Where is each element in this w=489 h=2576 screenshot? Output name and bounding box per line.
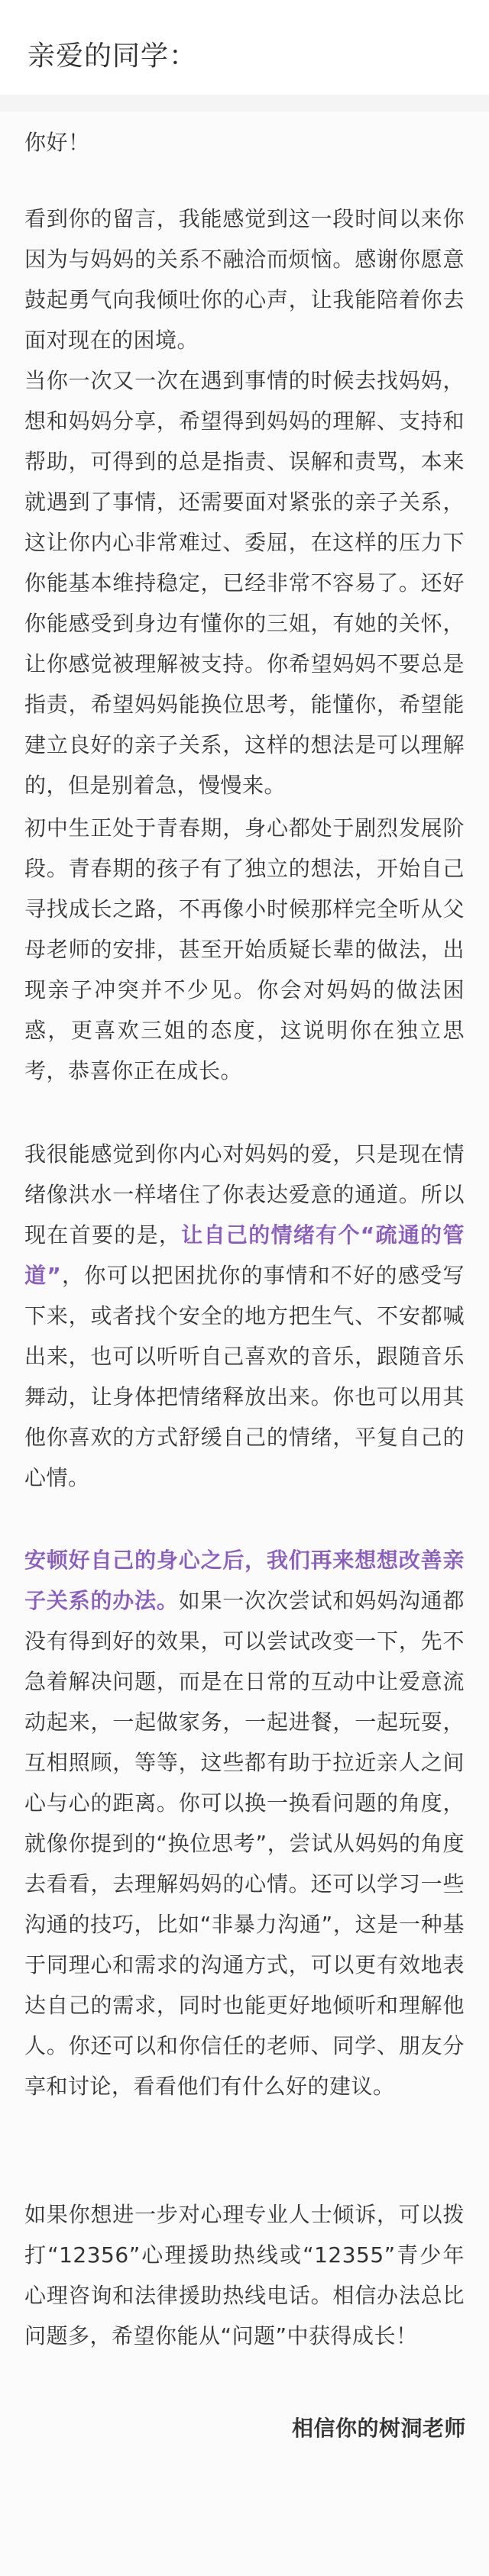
paragraph-improve-relationship-rest: 如果一次次尝试和妈妈沟通都没有得到好的效果，可以尝试改变一下，先不急着解决问题，而是在日常的互动中让爱意流动起来，一起做家务，一起进餐，一起玩耍，互相照顾，等等，这些都有助于拉近亲人之间心与心的距离。你可以换一换看问题的角度，就像你提到的“换位思考”，尝试从妈妈的角度去看看，去理解妈妈的心情。还可以学习一些沟通的技巧，比如“非暴力沟通”，这是一种基于同理心和需求的沟通方式，可以更有效地表达自己的需求，同时也能更好地倾听和理解他人。你还可以和你信任的老师、同学、朋友分享和讨论，看看他们有什么好的建议。 [24, 1588, 465, 2099]
section-divider [0, 95, 489, 111]
greeting-heading: 亲爱的同学： [28, 40, 198, 72]
signature: 相信你的树洞老师 [291, 2416, 466, 2441]
paragraph-hotline: 如果你想进一步对心理专业人士倾诉，可以拨打“12356”心理援助热线或“12355”青少年心理咨询和法律援助热线电话。相信办法总比问题多，希望你能从“问题”中获得成长！ [24, 2202, 465, 2348]
salutation-text: 你好！ [24, 130, 90, 155]
paragraph-acknowledgement: 看到你的留言，我能感觉到这一段时间以来你因为与妈妈的关系不融洽而烦恼。感谢你愿意鼓起勇气向我倾吐你的心声，让我能陪着你去面对现在的困境。 [24, 206, 465, 353]
highlight-emotion-channel: 让自己的情绪有个“疏通的管道” [24, 1222, 465, 1288]
paragraph-emotion-outlet-rest: ，你可以把困扰你的事情和不好的感受写下来，或者找个安全的地方把生气、不安都喊出来，也可以听听自己喜欢的音乐，跟随音乐舞动，让身体把情绪释放出来。你也可以用其他你喜欢的方式舒缓自己的情绪，平复自己的心情。 [24, 1263, 465, 1490]
highlight-improve-relationship: 安顿好自己的身心之后，我们再来想想改善亲子关系的办法。 [24, 1548, 465, 1613]
paragraph-emotion-outlet-intro: 我很能感觉到你内心对妈妈的爱，只是现在情绪像洪水一样堵住了你表达爱意的通道。所以现在首要的是， [24, 1141, 465, 1248]
paragraph-emotion-outlet [24, 1134, 465, 1498]
paragraph-adolescence: 初中生正处于青春期，身心都处于剧烈发展阶段。青春期的孩子有了独立的想法，开始自己寻找成长之路，不再像小时候那样完全听从父母老师的安排，甚至开始质疑长辈的做法，出现亲子冲突并不少见。你会对妈妈的做法困惑，更喜欢三姐的态度，这说明你在独立思考，恭喜你正在成长。 [24, 815, 465, 1083]
paragraph-improve-relationship [24, 1540, 465, 2106]
paragraph-empathy: 当你一次又一次在遇到事情的时候去找妈妈，想和妈妈分享，希望得到妈妈的理解、支持和帮助，可得到的总是指责、误解和责骂，本来就遇到了事情，还需要面对紧张的亲子关系，这让你内心非常难过、委屈，在这样的压力下你能基本维持稳定，已经非常不容易了。还好你能感受到身边有懂你的三姐，有她的关怀，让你感觉被理解被支持。你希望妈妈不要总是指责，希望妈妈能换位思考，能懂你，希望能建立良好的亲子关系，这样的想法是可以理解的，但是别着急，慢慢来。 [24, 368, 465, 798]
letter-header [0, 0, 489, 113]
letter-body [0, 111, 489, 2576]
